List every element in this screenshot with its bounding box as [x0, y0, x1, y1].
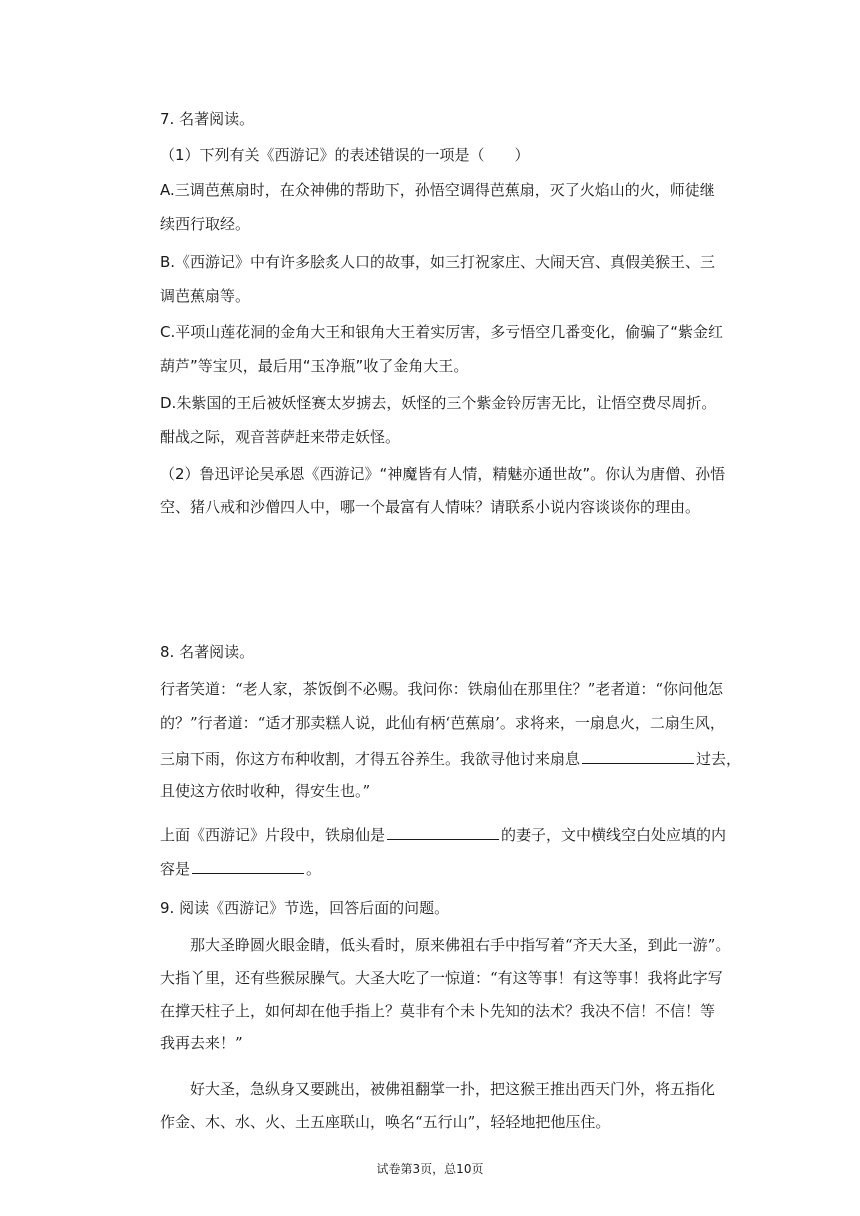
q8-question-line2-end: 。	[306, 860, 322, 878]
q7-option-b-line2: 调芭蕉扇等。	[160, 287, 251, 305]
q7-option-d-line2: 酣战之际，观音菩萨赶来带走妖怪。	[160, 428, 401, 446]
q7-sub1: （1）下列有关《西游记》的表述错误的一项是（ ）	[160, 146, 530, 164]
q7-option-b-line1: B.《西游记》中有许多脍炙人口的故事，如三打祝家庄、大闹天宫、真假美猴王、三	[160, 253, 716, 271]
q9-para2-line2: 作金、木、水、火、土五座联山，唤名“五行山”，轻轻地把他压住。	[160, 1113, 611, 1131]
fill-blank[interactable]	[192, 857, 304, 874]
page-footer: 试卷第3页，总10页	[376, 1162, 484, 1176]
q8-title: 8. 名著阅读。	[160, 643, 255, 661]
q9-para1-line2: 大指丫里，还有些猴尿臊气。大圣大吃了一惊道：“有这等事！有这等事！我将此字写	[160, 969, 723, 987]
q9-para1-line4: 我再去来！”	[160, 1034, 243, 1052]
q7-option-a-line1: A.三调芭蕉扇时，在众神佛的帮助下，孙悟空调得芭蕉扇，灭了火焰山的火，师徒继	[160, 181, 715, 199]
fill-blank[interactable]	[387, 823, 499, 840]
q8-passage-line4: 且使这方依时收种，得安生也。”	[160, 782, 371, 800]
q8-question-line1-start: 上面《西游记》片段中，铁扇仙是	[160, 826, 386, 844]
q8-question-line2-start: 容是	[160, 860, 191, 878]
q8-passage-line2: 的？”行者道：“适才那卖糕人说，此仙有柄‘芭蕉扇’。求将来，一扇息火，二扇生风，	[160, 714, 725, 732]
q8-question-line1-end: 的妻子，文中横线空白处应填的内	[501, 826, 727, 844]
q7-option-c-line1: C.平项山莲花洞的金角大王和银角大王着实厉害，多亏悟空几番变化，偷骗了“紫金红	[160, 323, 724, 341]
q7-option-c-line2: 葫芦”等宝贝，最后用“玉净瓶”收了金角大王。	[160, 357, 469, 375]
fill-blank[interactable]	[582, 747, 694, 764]
q8-passage-line3-start: 三扇下雨，你这方布种收割，才得五谷养生。我欲寻他讨来扇息	[160, 750, 581, 768]
q8-question-line2	[160, 857, 321, 879]
q7-option-d-line1: D.朱紫国的王后被妖怪赛太岁掳去，妖怪的三个紫金铃厉害无比，让悟空费尽周折。	[160, 394, 717, 412]
q9-para2-line1: 好大圣，急纵身又要跳出，被佛祖翻掌一扑，把这猴王推出西天门外，将五指化	[190, 1080, 716, 1098]
q8-question-line1	[160, 823, 726, 845]
q8-passage-line3	[160, 747, 741, 769]
q8-passage-line3-end: 过去，	[696, 750, 742, 768]
q7-sub2-line2: 空、猪八戒和沙僧四人中，哪一个最富有人情味？请联系小说内容谈谈你的理由。	[160, 498, 701, 516]
q8-passage-line1: 行者笑道：“老人家，茶饭倒不必赐。我问你：铁扇仙在那里住？”老者道：“你问他怎	[160, 680, 724, 698]
q7-title: 7. 名著阅读。	[160, 110, 255, 128]
q7-option-a-line2: 续西行取经。	[160, 215, 251, 233]
q9-para1-line1: 那大圣睁圆火眼金睛，低头看时，原来佛祖右手中指写着“齐天大圣，到此一游”。	[190, 936, 731, 954]
q9-title: 9. 阅读《西游记》节选，回答后面的问题。	[160, 899, 450, 917]
q9-para1-line3: 在撑天柱子上，如何却在他手指上？莫非有个未卜先知的法术？我决不信！不信！等	[160, 1002, 716, 1020]
q7-sub2-line1: （2）鲁迅评论吴承恩《西游记》“神魔皆有人情，精魅亦通世故”。你认为唐僧、孙悟	[160, 465, 726, 483]
